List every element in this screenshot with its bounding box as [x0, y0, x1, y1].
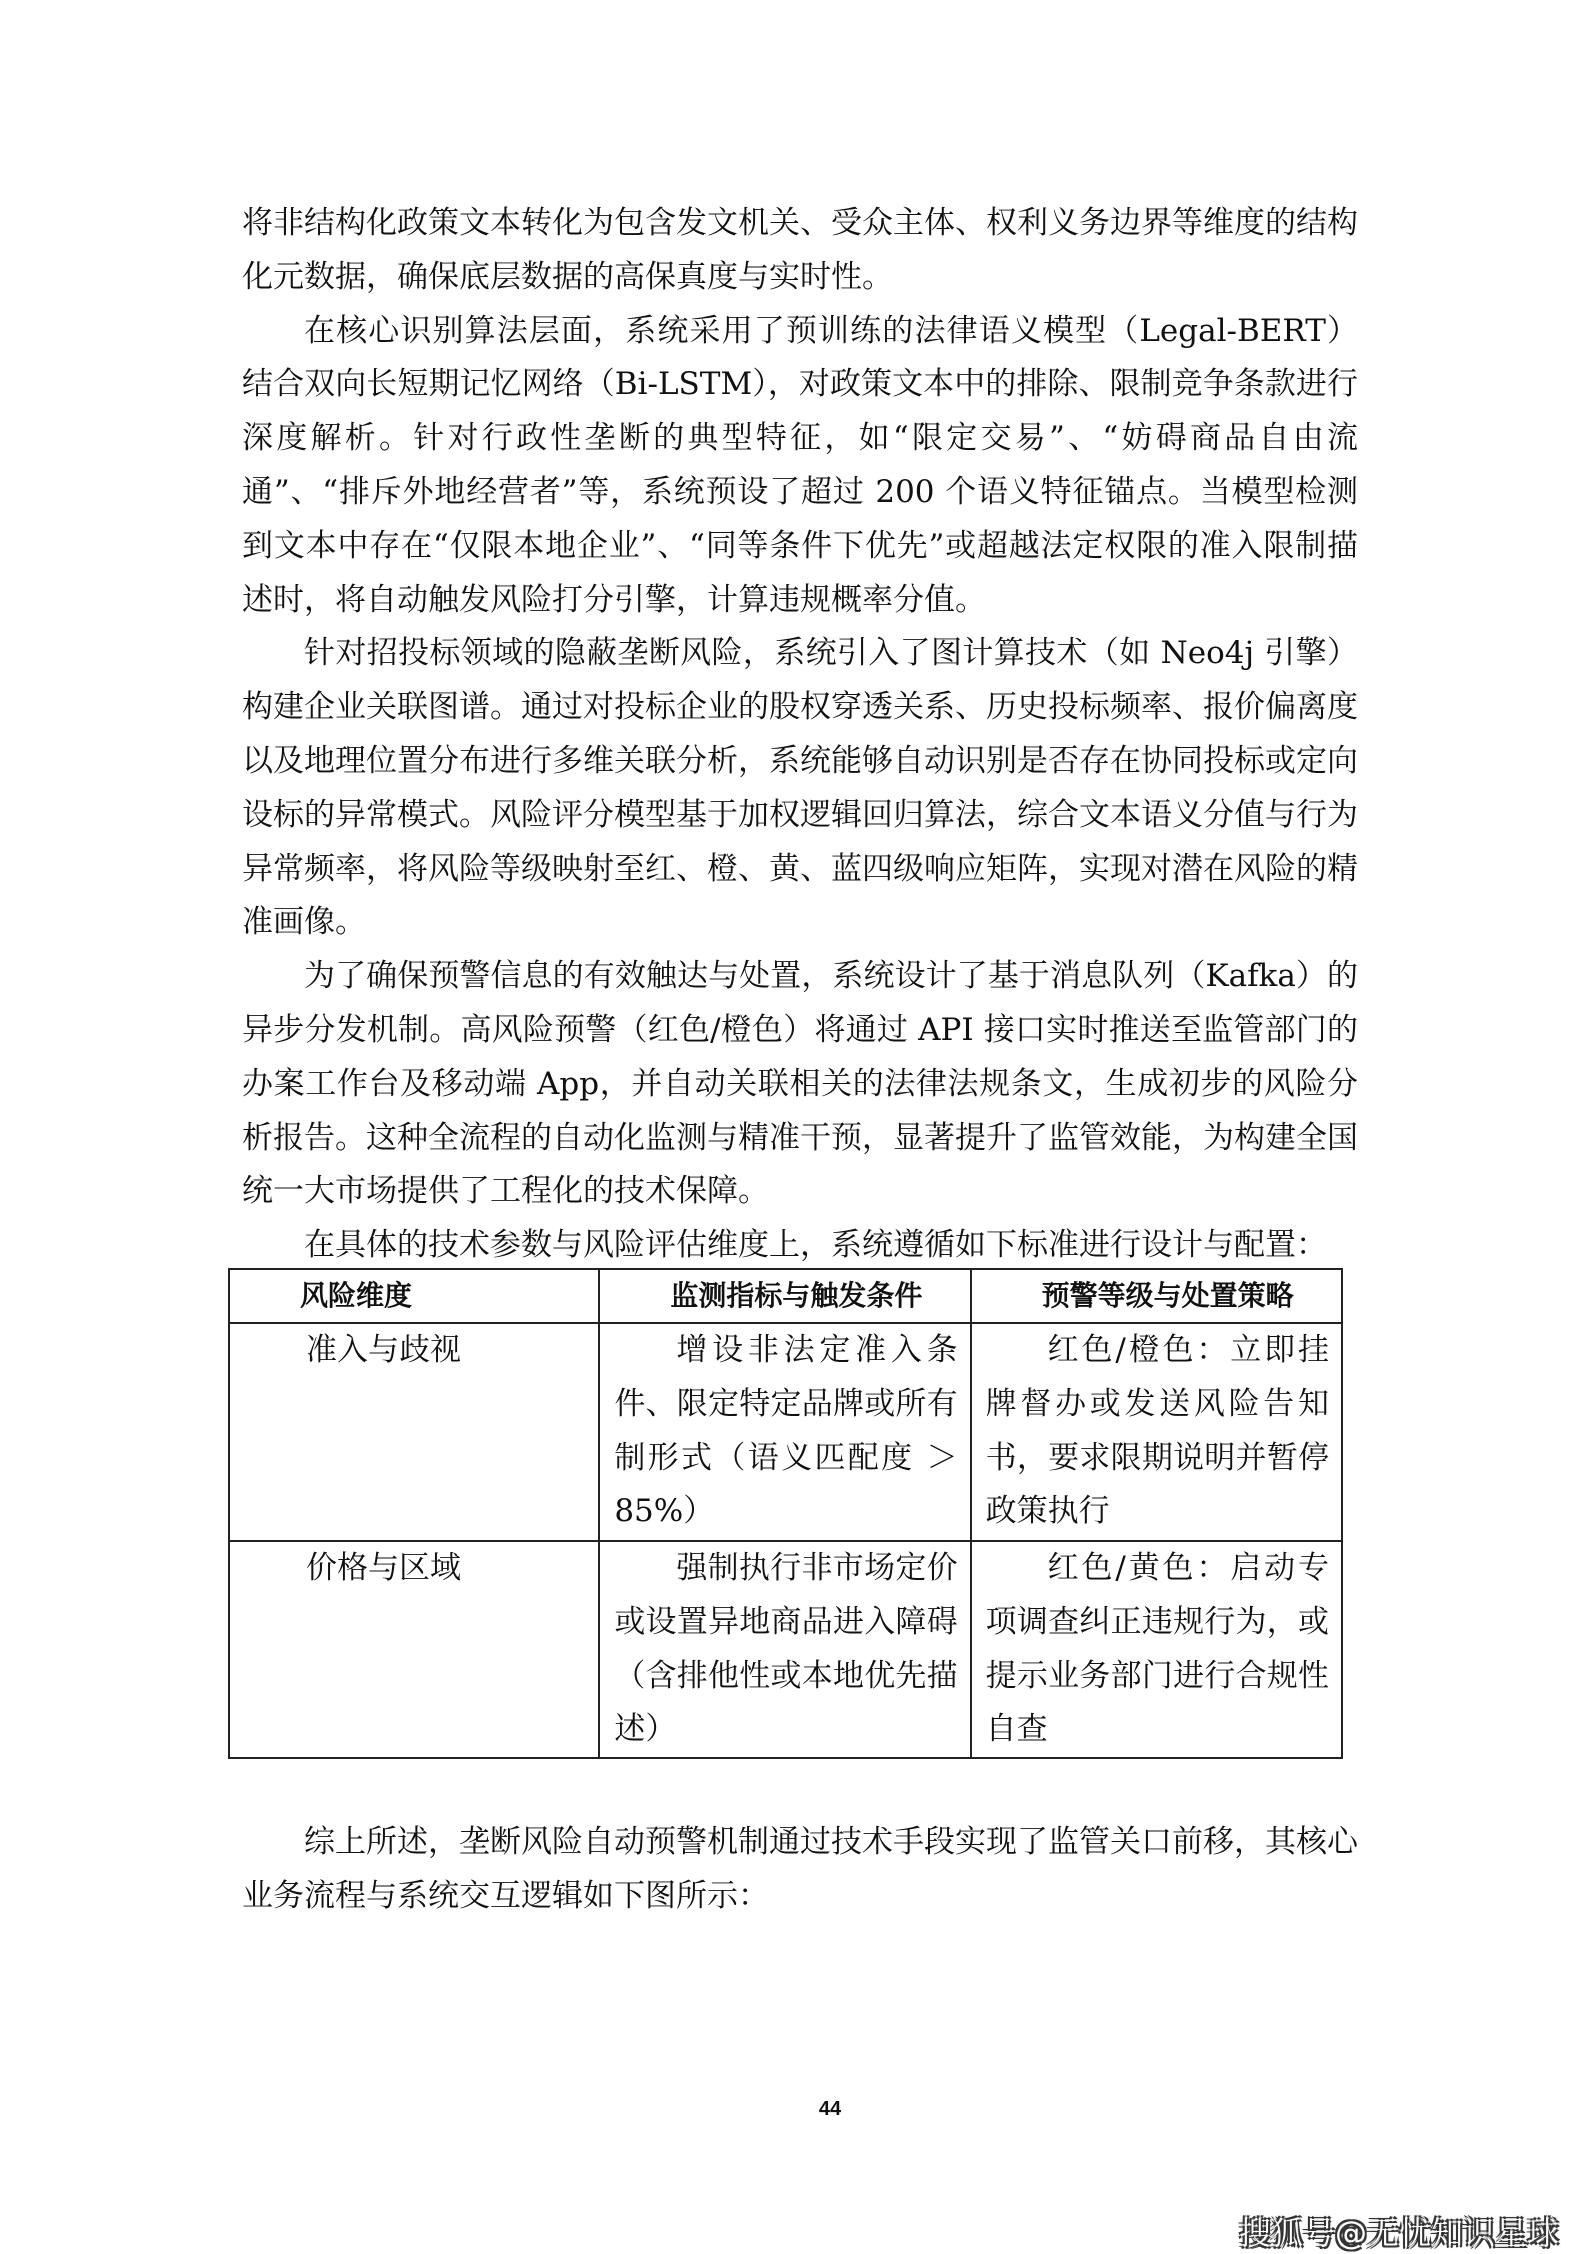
- paragraph: 将非结构化政策文本转化为包含发文机关、受众主体、权利义务边界等维度的结构化元数据，确保底层数据的高保真度与实时性。: [242, 205, 1358, 295]
- table-header-cell: 风险维度: [229, 1269, 599, 1323]
- paragraph: 在核心识别算法层面，系统采用了预训练的法律语义模型（Legal-BERT）结合双向长短期记忆网络（Bi-LSTM），对政策文本中的排除、限制竞争条款进行深度解析。针对行政性垄断的典型特征，如“限定交易”、“妨碍商品自由流通”、“排斥外地经营者”等，系统预设了超过 200 个语义特征锚点。当模型检测到文本中存在“仅限本地企业”、“同等条件下优先”或超越法定权限的准入限制描述时，将自动触发风险打分引擎，计算违规概率分值。: [242, 312, 1358, 618]
- paragraph: 为了确保预警信息的有效触达与处置，系统设计了基于消息队列（Kafka）的异步分发机制。高风险预警（红色/橙色）将通过 API 接口实时推送至监管部门的办案工作台及移动端 App，并自动关联相关的法律法规条文，生成初步的风险分析报告。这种全流程的自动化监测与精准干预，显著提升了监管效能，为构建全国统一大市场提供了工程化的技术保障。: [242, 958, 1358, 1210]
- paragraph: 综上所述，垄断风险自动预警机制通过技术手段实现了监管关口前移，其核心业务流程与系统交互逻辑如下图所示：: [242, 1824, 1358, 1914]
- body-text-before-table: [242, 197, 1358, 1273]
- table-cell: 增设非法定准入条件、限定特定品牌或所有制形式（语义匹配度 ＞ 85%）: [599, 1323, 970, 1541]
- table-row: [229, 1323, 1342, 1541]
- paragraph: 针对招投标领域的隐蔽垄断风险，系统引入了图计算技术（如 Neo4j 引擎）构建企业关联图谱。通过对投标企业的股权穿透关系、历史投标频率、报价偏离度以及地理位置分布进行多维关联分析，系统能够自动识别是否存在协同投标或定向设标的异常模式。风险评分模型基于加权逻辑回归算法，综合文本语义分值与行为异常频率，将风险等级映射至红、橙、黄、蓝四级响应矩阵，实现对潜在风险的精准画像。: [242, 635, 1358, 941]
- table-row: [229, 1541, 1342, 1758]
- table-header-row: [229, 1269, 1342, 1323]
- table-header-cell: 预警等级与处置策略: [971, 1269, 1342, 1323]
- paragraph: 在具体的技术参数与风险评估维度上，系统遵循如下标准进行设计与配置：: [304, 1227, 1327, 1264]
- body-text-after-table: [242, 1816, 1358, 1924]
- table-cell: 价格与区域: [229, 1541, 599, 1758]
- table-header-cell: 监测指标与触发条件: [599, 1269, 970, 1323]
- page-number: 44: [818, 2098, 842, 2120]
- table-cell: 准入与歧视: [229, 1323, 599, 1541]
- table-cell: 红色/橙色：立即挂牌督办或发送风险告知书，要求限期说明并暂停政策执行: [971, 1323, 1342, 1541]
- watermark: 搜狐号@无忧知识星球: [1238, 2214, 1559, 2252]
- table-cell: 强制执行非市场定价或设置异地商品进入障碍（含排他性或本地优先描述）: [599, 1541, 970, 1758]
- table-cell: 红色/黄色：启动专项调查纠正违规行为，或提示业务部门进行合规性自查: [971, 1541, 1342, 1758]
- risk-standards-table: [228, 1268, 1343, 1759]
